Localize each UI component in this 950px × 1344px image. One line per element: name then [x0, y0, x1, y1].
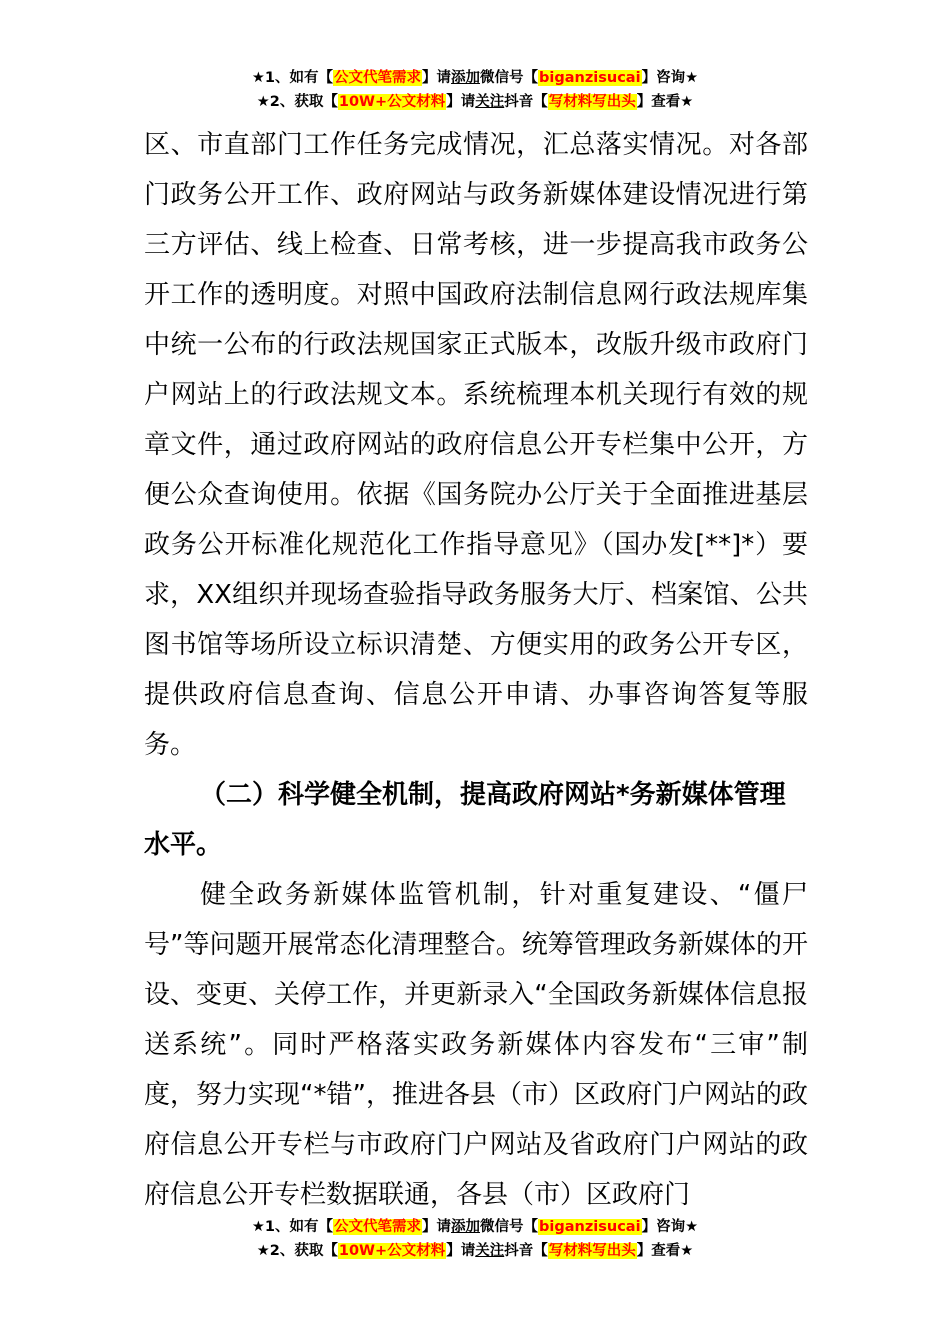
- promo-text: ★2、获取【: [256, 1243, 338, 1259]
- promo-text: 】咨询★: [641, 1219, 699, 1235]
- promo-douyin-id: 写材料写出头: [548, 1243, 636, 1259]
- footer-promo-banner: [0, 1215, 950, 1263]
- promo-text: 】查看★: [636, 1243, 694, 1259]
- promo-underlined-text: 添加: [451, 1219, 481, 1235]
- promo-text: 】请: [422, 70, 452, 86]
- promo-text: 】请: [422, 1219, 452, 1235]
- section-heading: （二）科学健全机制，提高政府网站*务新媒体管理水平。: [144, 780, 786, 860]
- promo-text: 抖音【: [504, 1243, 548, 1259]
- promo-highlight: 10W+公文材料: [338, 1243, 446, 1259]
- promo-line-1: [0, 1215, 950, 1239]
- promo-underlined-text: 添加: [451, 70, 481, 86]
- promo-underlined-text: 关注: [475, 94, 505, 110]
- header-promo-banner: [0, 66, 950, 114]
- promo-text: 】咨询★: [641, 70, 699, 86]
- promo-highlight: 公文代笔需求: [334, 70, 422, 86]
- body-paragraph-2: 健全政务新媒体监管机制，针对重复建设、“僵尸号”等问题开展常态化清理整合。统筹管理政务新媒体的开设、变更、关停工作，并更新录入“全国政务新媒体信息报送系统”。同时严格落实政务新媒体内容发布“三审”制度，努力实现“*错”，推进各县（市）区政府门户网站的政府信息公开专栏与市政府门户网站及省政府门户网站的政府信息公开专栏数据联通，各县（市）区政府门: [144, 880, 808, 1210]
- promo-highlight: 公文代笔需求: [334, 1219, 422, 1235]
- promo-line-1: [0, 66, 950, 90]
- promo-underlined-text: 关注: [475, 1243, 505, 1259]
- promo-wechat-id: biganzisucai: [539, 70, 641, 86]
- promo-text: 微信号【: [480, 1219, 539, 1235]
- promo-text: 】请: [446, 94, 476, 110]
- promo-text: 微信号【: [480, 70, 539, 86]
- promo-highlight: 10W+公文材料: [338, 94, 446, 110]
- promo-text: 】查看★: [636, 94, 694, 110]
- promo-text: ★1、如有【: [251, 70, 334, 86]
- promo-text: ★1、如有【: [251, 1219, 334, 1235]
- document-body: [144, 120, 808, 1220]
- body-paragraph-1: 区、市直部门工作任务完成情况，汇总落实情况。对各部门政务公开工作、政府网站与政务新媒体建设情况进行第三方评估、线上检查、日常考核，进一步提高我市政务公开工作的透明度。对照中国政府法制信息网行政法规库集中统一公布的行政法规国家正式版本，改版升级市政府门户网站上的行政法规文本。系统梳理本机关现行有效的规章文件，通过政府网站的政府信息公开专栏集中公开，方便公众查询使用。依据《国务院办公厅关于全面推进基层政务公开标准化规范化工作指导意见》（国办发[**]*）要求，XX组织并现场查验指导政务服务大厅、档案馆、公共图书馆等场所设立标识清楚、方便实用的政务公开专区，提供政府信息查询、信息公开申请、办事咨询答复等服务。: [144, 130, 808, 760]
- promo-text: ★2、获取【: [256, 94, 338, 110]
- promo-line-2: [0, 1239, 950, 1263]
- promo-text: 抖音【: [504, 94, 548, 110]
- promo-line-2: [0, 90, 950, 114]
- promo-douyin-id: 写材料写出头: [548, 94, 636, 110]
- promo-wechat-id: biganzisucai: [539, 1219, 641, 1235]
- promo-text: 】请: [446, 1243, 476, 1259]
